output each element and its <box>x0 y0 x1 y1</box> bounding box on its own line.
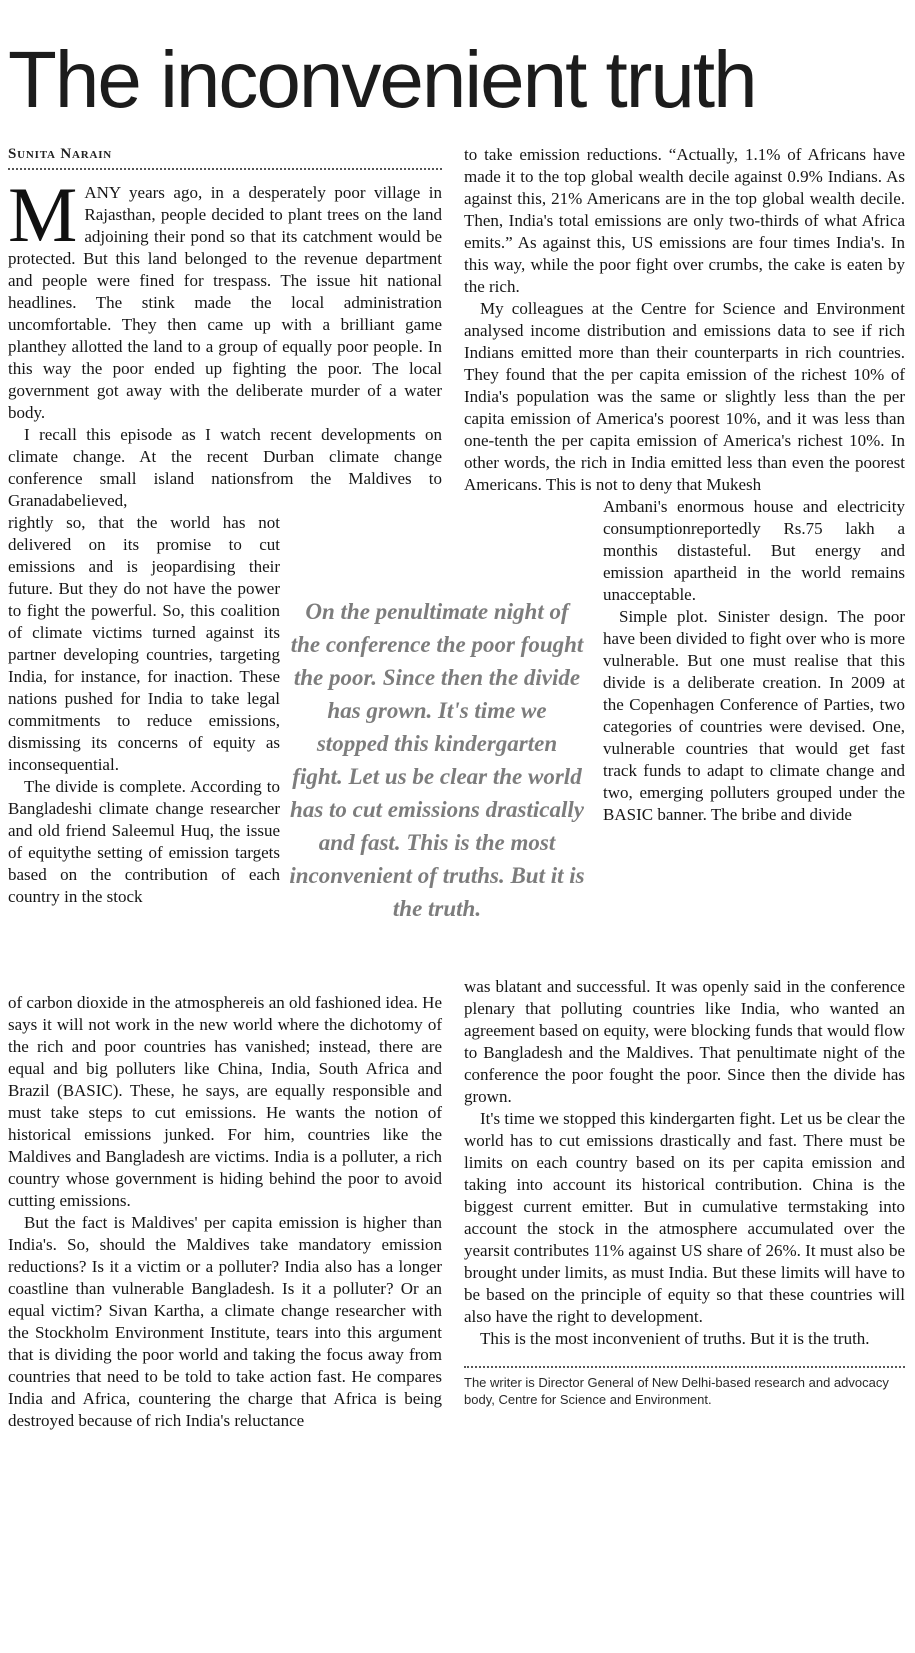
paragraph-text: ANY years ago, in a desperately poor village in Rajasthan, people decided to plant trees on the land adjoining their pond so that its catchment would be protected. But this land belonged to the revenue department and people were fined for trespass. The issue hit national headlines. The stink made the local administration uncomfortable. They then came up with a brilliant game planthey allotted the land to a group of equally poor people. In this way the poor ended up fighting the poor. The local government got away with the deliberate murder of a water body. <box>8 183 442 422</box>
paragraph: Simple plot. Sinister design. The poor have been divided to fight over who is more vulnerable. But one must realise that this divide is a deliberate creation. In 2009 at the Copenhagen Conference of Parties, two categories of countries were devised. One, vulnerable countries that would get fast track funds to adapt to climate change and two, emerging polluters grouped under the BASIC banner. The bribe and divide <box>603 607 905 824</box>
paragraph: to take emission reductions. “Actually, 1.1% of Africans have made it to the top global wealth decile against 0.9% Indians. As against this, 21% Americans are in the top global wealth decile. Then, India's total emissions are only two-thirds of what Africa emits.” As against this, US emissions are four times India's. In this way, while the poor fight over crumbs, the cake is eaten by the rich. <box>464 145 905 296</box>
left-column-narrow-section <box>8 512 280 992</box>
article-title: The inconvenient truth <box>8 35 756 124</box>
paragraph: The divide is complete. According to Bangladeshi climate change researcher and old friend Saleemul Huq, the issue of equitythe setting of emission targets based on the contribution of each country in the stock <box>8 777 280 906</box>
footer-divider <box>464 1366 905 1368</box>
paragraph: of carbon dioxide in the atmosphereis an old fashioned idea. He says it will not work in the new world where the dichotomy of the rich and poor countries has vanished; instead, there are equal and big polluters like China, India, South Africa and Brazil (BASIC). These, he says, are equally responsible and must take steps to cut emissions. He wants the notion of historical emissions junked. For him, countries like the Maldives and Bangladesh are victims. India is a polluter, a rich country whose government is hiding behind the poor to avoid cutting emissions. <box>8 993 442 1210</box>
right-column-narrow-section <box>603 496 905 976</box>
paragraph: It's time we stopped this kindergarten fight. Let us be clear the world has to cut emissions drastically and fast. There must be limits on each country based on its per capita emission and taking into account its historical contribution. China is the biggest current emitter. But in cumulative termstaking into account the stock in the atmosphere accumulated over the yearsit contributes 11% against US share of 26%. It must also be brought under limits, as must India. But these limits will have to be based on the principle of equity so that these countries will also have the right to development. <box>464 1109 905 1326</box>
paragraph <box>8 171 442 424</box>
writer-credit: The writer is Director General of New Delhi-based research and advocacy body, Centre for Science and Environment. <box>464 1375 889 1407</box>
paragraph: But the fact is Maldives' per capita emission is higher than India's. So, should the Maldives take mandatory emission reductions? Is it a victim or a polluter? India also has a longer coastline than vulnerable Bangladesh. Is it a polluter? Or an equal victim? Sivan Kartha, a climate change researcher with the Stockholm Environment Institute, tears into this argument that is dividing the poor world and taking the focus away from countries that need to be told to take action fast. He compares India and Africa, countering the charge that Africa is being destroyed because of rich India's reluctance <box>8 1213 442 1430</box>
paragraph: This is the most inconvenient of truths. But it is the truth. <box>480 1329 870 1348</box>
paragraph: was blatant and successful. It was openly said in the conference plenary that polluting countries like India, who wanted an agreement based on equity, were blocking funds that would flow to Bangladesh and the Maldives. That penultimate night of the conference the poor fought the poor. Since then the divide has grown. <box>464 977 905 1106</box>
byline: Sunita Narain <box>8 146 113 162</box>
drop-cap: M <box>8 171 78 258</box>
paragraph: rightly so, that the world has not delivered on its promise to cut emissions and is jeopardising their future. But they do not have the power to fight the powerful. So, this coalition of climate victims turned against its partner developing countries, targeting India, for instance, for inaction. These nations pushed for India to take legal commitments to reduce emissions, dismissing its concerns of equity as inconsequential. <box>8 513 280 774</box>
paragraph: My colleagues at the Centre for Science and Environment analysed income distribution and emissions data to see if rich Indians emitted more than their counterparts in rich countries. They found that the per capita emission of the richest 10% of India's population was the same or slightly less than the per capita emission of America's poorest 10%, and it was less than one-tenth the per capita emission of America's richest 10%. In other words, the rich in India emitted less than even the poorest Americans. This is not to deny that Mukesh <box>464 299 905 494</box>
pull-quote: On the penultimate night of the conference the poor fought the poor. Since then the divide has grown. It's time we stopped this kindergarten fight. Let us be clear the world has to cut emissions drastically and fast. This is the most inconvenient of truths. But it is the truth. <box>289 599 585 921</box>
byline-divider <box>8 168 442 170</box>
paragraph: I recall this episode as I watch recent developments on climate change. At the recent Durban climate change conference small island nationsfrom the Maldives to Granadabelieved, <box>8 425 442 510</box>
paragraph: Ambani's enormous house and electricity consumptionreportedly Rs.75 lakh a monthis distasteful. But energy and emission apartheid in the world remains unacceptable. <box>603 497 905 604</box>
